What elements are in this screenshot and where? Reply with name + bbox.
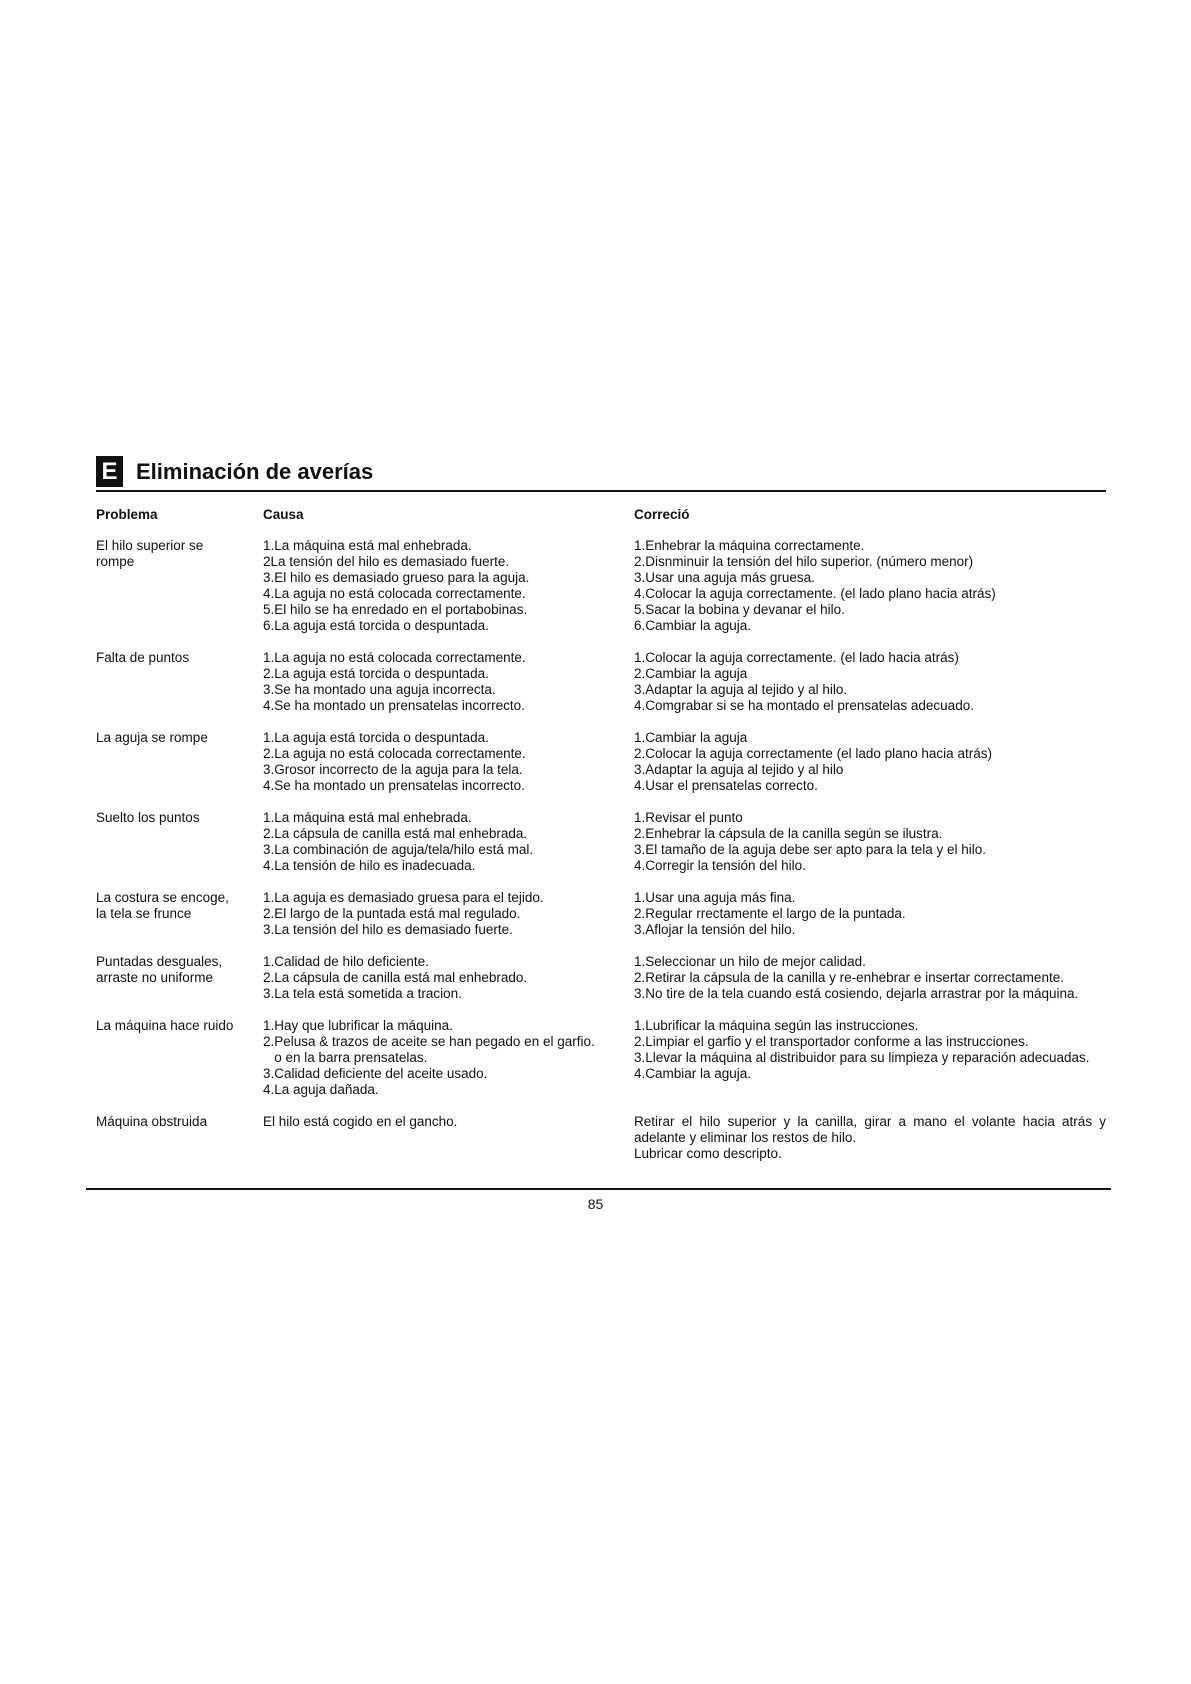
causa-cell-line: 5.El hilo se ha enredado en el portabobinas.: [263, 602, 528, 617]
correccion-cell: [634, 890, 1106, 938]
table-row: [96, 650, 1106, 714]
causa-cell-line: 2.La cápsula de canilla está mal enhebrado.: [263, 970, 528, 985]
correccion-cell-line: 3.El tamaño de la aguja debe ser apto para la tela y el hilo.: [634, 842, 986, 857]
correccion-cell-line: 4.Colocar la aguja correctamente. (el lado plano hacia atrás): [634, 586, 996, 601]
correccion-cell-line: 4.Cambiar la aguja.: [634, 1066, 752, 1081]
causa-cell: [263, 890, 634, 938]
causa-cell: El hilo está cogido en el gancho.: [263, 1114, 458, 1129]
problema-cell-line: rompe: [96, 554, 135, 569]
problema-cell-line: La aguja se rompe: [96, 730, 208, 745]
causa-cell-line: 1.La máquina está mal enhebrada.: [263, 538, 472, 553]
causa-cell-line: 2.La cápsula de canilla está mal enhebrada.: [263, 826, 528, 841]
causa-cell: [263, 810, 634, 874]
column-header-causa: Causa: [263, 507, 304, 522]
causa-cell-line: 4.La aguja no está colocada correctamente.: [263, 586, 526, 601]
table-row: [96, 890, 1106, 938]
causa-cell-line: 3.La tela está sometida a tracion.: [263, 986, 462, 1001]
page-title: Eliminación de averías: [136, 459, 374, 484]
problema-cell: [96, 954, 263, 1002]
causa-cell-line: 3.Se ha montado una aguja incorrecta.: [263, 682, 496, 697]
causa-cell-line: 3.El hilo es demasiado grueso para la aguja.: [263, 570, 530, 585]
page-number: 85: [587, 1196, 604, 1212]
problema-cell: [96, 538, 263, 634]
column-header-problema: Problema: [96, 507, 158, 522]
correccion-cell-line: 2.Limpiar el garfio y el transportador conforme a las instrucciones.: [634, 1034, 1029, 1049]
causa-cell-line: 2.La aguja está torcida o despuntada.: [263, 666, 489, 681]
causa-cell-line: 1.La aguja es demasiado gruesa para el tejido.: [263, 890, 544, 905]
problema-cell: [96, 810, 263, 874]
correccion-cell-line: 3.Adaptar la aguja al tejido y al hilo.: [634, 682, 848, 697]
causa-cell-line: 1.La aguja no está colocada correctamente.: [263, 650, 526, 665]
correccion-cell: [634, 954, 1106, 1002]
table-row: [96, 1018, 1106, 1098]
causa-cell-line: 4.La tensión de hilo es inadecuada.: [263, 858, 476, 873]
section-header: [96, 456, 1106, 492]
correccion-cell-line: 4.Comgrabar si se ha montado el prensatelas adecuado.: [634, 698, 974, 713]
correccion-cell-line: 1.Cambiar la aguja: [634, 730, 748, 745]
correccion-paragraph: Retirar el hilo superior y la canilla, girar a mano el volante hacia atrás y adelante y eliminar los restos de hilo.: [634, 1114, 1106, 1145]
causa-cell: [263, 1018, 634, 1098]
correccion-cell: [634, 1114, 1106, 1162]
problema-cell-line: arraste no uniforme: [96, 970, 214, 985]
correccion-cell-line: 1.Revisar el punto: [634, 810, 743, 825]
causa-cell-line: 2La tensión del hilo es demasiado fuerte.: [263, 554, 510, 569]
causa-cell-line: 1.La aguja está torcida o despuntada.: [263, 730, 489, 745]
problema-cell: Máquina obstruida: [96, 1114, 208, 1129]
correccion-cell-line: 2.Colocar la aguja correctamente (el lado plano hacia atrás): [634, 746, 992, 761]
causa-cell-line: 3.Grosor incorrecto de la aguja para la tela.: [263, 762, 523, 777]
correccion-cell-line: 5.Sacar la bobina y devanar el hilo.: [634, 602, 845, 617]
causa-cell-line: 4.Se ha montado un prensatelas incorrecto.: [263, 698, 525, 713]
causa-cell-line: 3.La combinación de aguja/tela/hilo está mal.: [263, 842, 534, 857]
correccion-line: Lubricar como descripto.: [634, 1146, 782, 1161]
correccion-cell: [634, 650, 1106, 714]
causa-cell: [263, 538, 634, 634]
causa-cell: [263, 730, 634, 794]
correccion-cell-line: 2.Retirar la cápsula de la canilla y re-enhebrar e insertar correctamente.: [634, 970, 1064, 985]
footer-divider: [86, 1188, 1111, 1190]
correccion-cell: [634, 730, 1106, 794]
problema-cell-line: La máquina hace ruido: [96, 1018, 234, 1033]
correccion-cell-line: 4.Usar el prensatelas correcto.: [634, 778, 818, 793]
correccion-cell-line: 1.Colocar la aguja correctamente. (el lado hacia atrás): [634, 650, 959, 665]
causa-cell-line: o en la barra prensatelas.: [263, 1050, 428, 1065]
correccion-cell-line: 3.Usar una aguja más gruesa.: [634, 570, 815, 585]
causa-cell: [263, 650, 634, 714]
problema-cell-line: la tela se frunce: [96, 906, 192, 921]
correccion-cell-line: 1.Seleccionar un hilo de mejor calidad.: [634, 954, 866, 969]
causa-cell-line: 1.La máquina está mal enhebrada.: [263, 810, 472, 825]
causa-cell: [263, 954, 634, 1002]
correccion-cell-line: 2.Cambiar la aguja: [634, 666, 748, 681]
problema-cell-line: Puntadas desguales,: [96, 954, 223, 969]
causa-cell-line: 1.Hay que lubrificar la máquina.: [263, 1018, 453, 1033]
correccion-cell-line: 2.Disnminuir la tensión del hilo superior. (número menor): [634, 554, 974, 569]
correccion-cell-line: 1.Enhebrar la máquina correctamente.: [634, 538, 865, 553]
causa-cell-line: 4.La aguja dañada.: [263, 1082, 379, 1097]
correccion-cell: [634, 810, 1106, 874]
table-row: [96, 810, 1106, 874]
causa-cell-line: 6.La aguja está torcida o despuntada.: [263, 618, 489, 633]
causa-cell-line: 3.La tensión del hilo es demasiado fuerte.: [263, 922, 513, 937]
problema-cell-line: La costura se encoge,: [96, 890, 229, 905]
causa-cell-line: 4.Se ha montado un prensatelas incorrecto.: [263, 778, 525, 793]
correccion-cell-line: 6.Cambiar la aguja.: [634, 618, 752, 633]
correccion-cell-line: 2.Enhebrar la cápsula de la canilla según se ilustra.: [634, 826, 943, 841]
problema-cell: [96, 890, 263, 938]
table-row: [96, 730, 1106, 794]
correccion-cell-line: 3.Llevar la máquina al distribuidor para su limpieza y reparación adecuadas.: [634, 1050, 1090, 1065]
table-row: [96, 538, 1106, 634]
correccion-cell: [634, 1018, 1106, 1098]
correccion-cell-line: 3.Aflojar la tensión del hilo.: [634, 922, 796, 937]
problema-cell: [96, 730, 263, 794]
problema-cell: [96, 1018, 263, 1098]
correccion-cell-line: 3.No tire de la tela cuando está cosiendo, dejarla arrastrar por la máquina.: [634, 986, 1079, 1001]
causa-cell-line: 2.La aguja no está colocada correctamente.: [263, 746, 526, 761]
correccion-cell-line: 2.Regular rrectamente el largo de la puntada.: [634, 906, 906, 921]
problema-cell: [96, 650, 263, 714]
correccion-cell-line: 3.Adaptar la aguja al tejido y al hilo: [634, 762, 844, 777]
causa-cell-line: 2.Pelusa & trazos de aceite se han pegado en el garfio.: [263, 1034, 595, 1049]
problema-cell-line: Suelto los puntos: [96, 810, 200, 825]
table-row: [96, 1114, 1106, 1162]
troubleshooting-table: [96, 538, 1106, 1178]
causa-cell-line: 1.Calidad de hilo deficiente.: [263, 954, 429, 969]
causa-cell-line: 2.El largo de la puntada está mal regulado.: [263, 906, 521, 921]
correccion-cell-line: 1.Lubrificar la máquina según las instrucciones.: [634, 1018, 919, 1033]
table-row: [96, 954, 1106, 1002]
correccion-cell-line: 1.Usar una aguja más fina.: [634, 890, 796, 905]
causa-cell-line: 3.Calidad deficiente del aceite usado.: [263, 1066, 488, 1081]
column-header-correccion: Correció: [634, 507, 690, 522]
correccion-cell-line: 4.Corregir la tensión del hilo.: [634, 858, 806, 873]
problema-cell-line: Falta de puntos: [96, 650, 190, 665]
problema-cell-line: El hilo superior se: [96, 538, 204, 553]
section-badge: E: [96, 456, 123, 487]
correccion-cell: [634, 538, 1106, 634]
